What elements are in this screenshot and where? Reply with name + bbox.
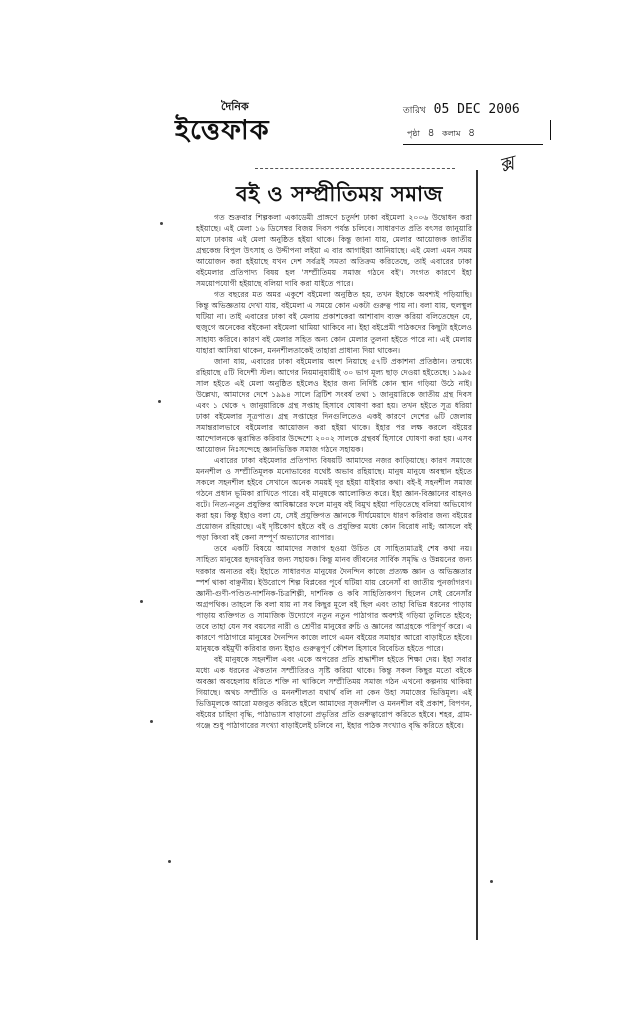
article-paragraph: তবে একটি বিষয়ে আমাদের সজাগ হওয়া উচিত যে সাহিত্যমাত্রই শেষ কথা নয়। সাহিত্য মানুষের হৃদয়বৃত্তির জন্য সহায়ক। কিন্তু মানব জীবনের সার্বিক সমৃদ্ধি ও উন্নয়নের জন্য দরকার অন্যতর বই। ইহাতে সাধারণত মানুষের দৈনন্দিন কাজে প্রত্যক্ষ জ্ঞান ও অভিজ্ঞতার স্পর্শ থাকা বাঞ্ছনীয়। ইউরোপে শিল্প বিপ্লবের পূর্বে ঘটিয়া যায় রেনেসাঁ বা জাতীয় পুনর্জাগরণ। জ্ঞানী-গুণী-পণ্ডিত-দার্শনিক-চিত্রশিল্পী, দার্শনিক ও কবি সাহিত্যিকগণ ছিলেন সেই রেনেসাঁর অগ্রপথিক। তাহলে কি বলা যায় না সব কিছুর মূলে বই ছিল এবং তাহা বিভিন্ন ধরনের পাড়ায় পাড়ায় ব্যক্তিগত ও সামাজিক উদ্যোগে নতুন নতুন পাঠাগার অবশ্যই গড়িয়া তুলিতে হইবে; তবে তাহা যেন সব বয়সের নারী ও শ্রেণীর মানুষের রুচি ও জ্ঞানের আগ্রহকে পরিপূর্ণ করে। এ কারণে পাঠাগারে মানুষের দৈনন্দিন কাজে লাগে এমন বইয়ের সমাহার আরো বাড়াইতে হইবে। মানুষকে বইমুখী করিবার জন্য ইহাও গুরুত্বপূর্ণ কৌশল হিসাবে বিবেচিত হইতে পারে। — [196, 544, 472, 653]
column-rule — [476, 170, 478, 940]
article-paragraph: গত বছরের মত অমর একুশে বইমেলা অনুষ্ঠিত হয়, তখন ইহাকে অবশ্যই পড়িয়াছি। কিন্তু অভিজ্ঞতায় দেখা যায়, বইমেলা এ সময়ে কোন একটা গুরুত্ব পায় না। বলা যায়, হুলস্থুল ঘটিয়া না। তাই এবারের ঢাকা বই মেলায় প্রকাশকেরা আশাবাদ ব্যক্ত করিয়া বলিতেছেন যে, হুজুগে অনেকের বইকেনা বইমেলা থামিয়া থাকিবে না। ইহা বইপ্রেমী পাঠকদের কিছুটা হইলেও সাহায্য করিবে। কারণ বই মেলার সহিত অন্য কোন মেলার তুলনা হইতে পারে না। এই মেলায় যাহারা আসিয়া থাকেন, মননশীলতাকেই তাহারা প্রাধান্য দিয়া থাকেন। — [196, 290, 472, 355]
stamp-date-label: তারিখ — [403, 106, 426, 116]
margin-speck — [160, 222, 163, 225]
stamp-date: 05 DEC 2006 — [433, 102, 520, 117]
article-body — [196, 212, 472, 731]
article-paragraph: জানা যায়, এবারের ঢাকা বইমেলায় অংশ নিয়াছে ৫৭টি প্রকাশনা প্রতিষ্ঠান। তন্মধ্যে রহিয়াছে ৫টি বিদেশী স্টল। আগের নিয়মানুযায়ীই ৩০ ভাগ মূল্য ছাড় দেওয়া হইতেছে। ১৯৯৫ সাল হইতে এই মেলা অনুষ্ঠিত হইলেও ইহার জন্য নির্দিষ্ট কোন স্থান গড়িয়া উঠে নাই। উল্লেখ্য, আমাদের দেশে ১৯৯৪ সালে ব্রিটিশ সংবর্ষ তথা ১ জানুয়ারিকে জাতীয় গ্রন্থ দিবস এবং ১ থেকে ৭ জানুয়ারিকে গ্রন্থ সপ্তাহ হিসাবে ঘোষণা করা হয়। তখন হইতে সূত্র ধরিয়া ঢাকা বইমেলার সূত্রপাত। গ্রন্থ সপ্তাহের দিনগুলিতেও একই কারণে দেশের ৬টি জেলায় সমান্তরালভাবে বইমেলার আয়োজন করা হইয়া থাকে। ইহার পর লক্ষ করলে বইয়ের আন্দোলনকে ত্বরান্বিত করিবার উদ্দেশ্যে ২০০২ সালকে গ্রন্থবর্ষ হিসাবে ঘোষণা করা হয়। এসব আয়োজন নিঃসন্দেহে জ্ঞানভিত্তিক সমাজ গঠনে সহায়ক। — [196, 356, 472, 454]
stamp-divider — [550, 120, 551, 140]
margin-speck — [150, 720, 153, 723]
top-dashed-rule — [255, 168, 455, 169]
margin-speck — [490, 880, 493, 883]
stamp-page-label: পৃষ্ঠা — [407, 129, 420, 138]
date-stamp — [403, 102, 551, 146]
margin-speck — [158, 400, 161, 403]
article-paragraph: গত শুক্রবার শিল্পকলা একাডেমী প্রাঙ্গণে চতুর্দশ ঢাকা বইমেলা ২০০৬ উদ্বোধন করা হইয়াছে। এই মেলা ১৬ ডিসেম্বর বিজয় দিবস পর্যন্ত চলিবে। সাধারণত প্রতি বৎসর জানুয়ারি মাসে ঢাকায় এই মেলা অনুষ্ঠিত হইয়া থাকে। কিন্তু জানা যায়, মেলার আয়োজক জাতীয় গ্রন্থকেন্দ্র বিপুল উৎসাহ ও উদ্দীপনা লইয়া এ বার আগাইয়া আনিয়াছে। এই মেলা এমন সময় আয়োজন করা হইয়াছে যখন দেশ সর্বত্রই সমতা অতিক্রম করিতেছে, তাই এবারের ঢাকা বইমেলার প্রতিপাদ্য বিষয় হল 'সম্প্রীতিময় সমাজ গঠনে বই'। সংগত কারণে ইহা সময়োপযোগী হইয়াছে বলিয়া দাবি করা যাইতে পারে। — [196, 213, 472, 289]
masthead-tag: দৈনিক — [221, 100, 249, 113]
stamp-column-label: কলাম — [442, 129, 461, 138]
stamp-column: ৪ — [467, 126, 476, 139]
article-paragraph: এবারের ঢাকা বইমেলার প্রতিপাদ্য বিষয়টি আমাদের নজর কাড়িয়াছে। কারণ সমাজে মননশীল ও সম্প্রীতিমূলক মনোভাবের যথেষ্ট অভাব রহিয়াছে। মানুষ মানুষে অবস্থান হইতে সকলে সহনশীল হইবে সেখানে অনেক সময়ই দূর হইয়া যাইবার কথা। বই-ই সহনশীল সমাজ গঠনে প্রধান ভূমিকা রাখিতে পারে। বই মানুষকে আলোকিত করে। ইহা জ্ঞান-বিজ্ঞানের বাহনও বটে। নিত্য-নতুন প্রযুক্তির আবিষ্কারের ফলে মানুষ বই বিমুখ হইয়া পড়িতেছে বলিয়া অভিযোগ করা হয়। কিন্তু ইহাও বলা যে, সেই প্রযুক্তিগত জ্ঞানকে দীর্ঘমেয়াদে ধারণ করিবার জন্য বইয়ের প্রয়োজন রহিয়াছে। এই দৃষ্টিকোণ হইতে বই ও প্রযুক্তির মধ্যে কোন বিরোধ নাই; আসলে বই পড়া কিংবা বই কেনা সম্পূর্ণ অভ্যাসের ব্যাপার। — [196, 456, 472, 543]
margin-speck — [168, 860, 171, 863]
handwritten-signature: ক্স — [496, 150, 517, 178]
article-paragraph: বই মানুষকে সহনশীল এবং একে অপরের প্রতি শ্রদ্ধাশীল হইতে শিক্ষা দেয়। ইহা সবার মধ্যে এক ধরনের ঐকতান সম্প্রীতিরও সৃষ্টি করিয়া থাকে। কিন্তু সকল কিছুর মতো বইকে অবজ্ঞা অবহেলায় ধরিতে শক্তি না থাকিলে সম্প্রীতিময় সমাজ গঠন এখনো কল্পনায় থাকিয়া গিয়াছে। অথচ সম্প্রীতি ও মননশীলতা যথার্থ বলি না কেন উহা সমাজের ভিত্তিমূল। এই ভিত্তিমূলকে আরো মজবুত করিতে হইলে আমাদের সৃজনশীল ও মননশীল বই প্রকাশ, বিপণন, বইয়ের চাহিদা বৃদ্ধি, পাঠাভ্যাস বাড়ানো প্রভৃতির প্রতি গুরুত্বারোপ করিতে হইবে। শহর, গ্রাম-গঞ্জে শুধু পাঠাগারের সংখ্যা বাড়াইলেই চলিবে না, ইহার পাঠক সংখ্যাও বৃদ্ধি করিতে হইবে। — [196, 654, 472, 731]
article-headline: বই ও সম্প্রীতিময় সমাজ — [236, 181, 443, 206]
stamp-page-row — [403, 124, 543, 145]
newspaper-name: ইত্তেফাক — [175, 115, 270, 146]
margin-speck — [140, 600, 143, 603]
stamp-page: ৪ — [427, 126, 435, 139]
stamp-date-row — [403, 102, 520, 118]
